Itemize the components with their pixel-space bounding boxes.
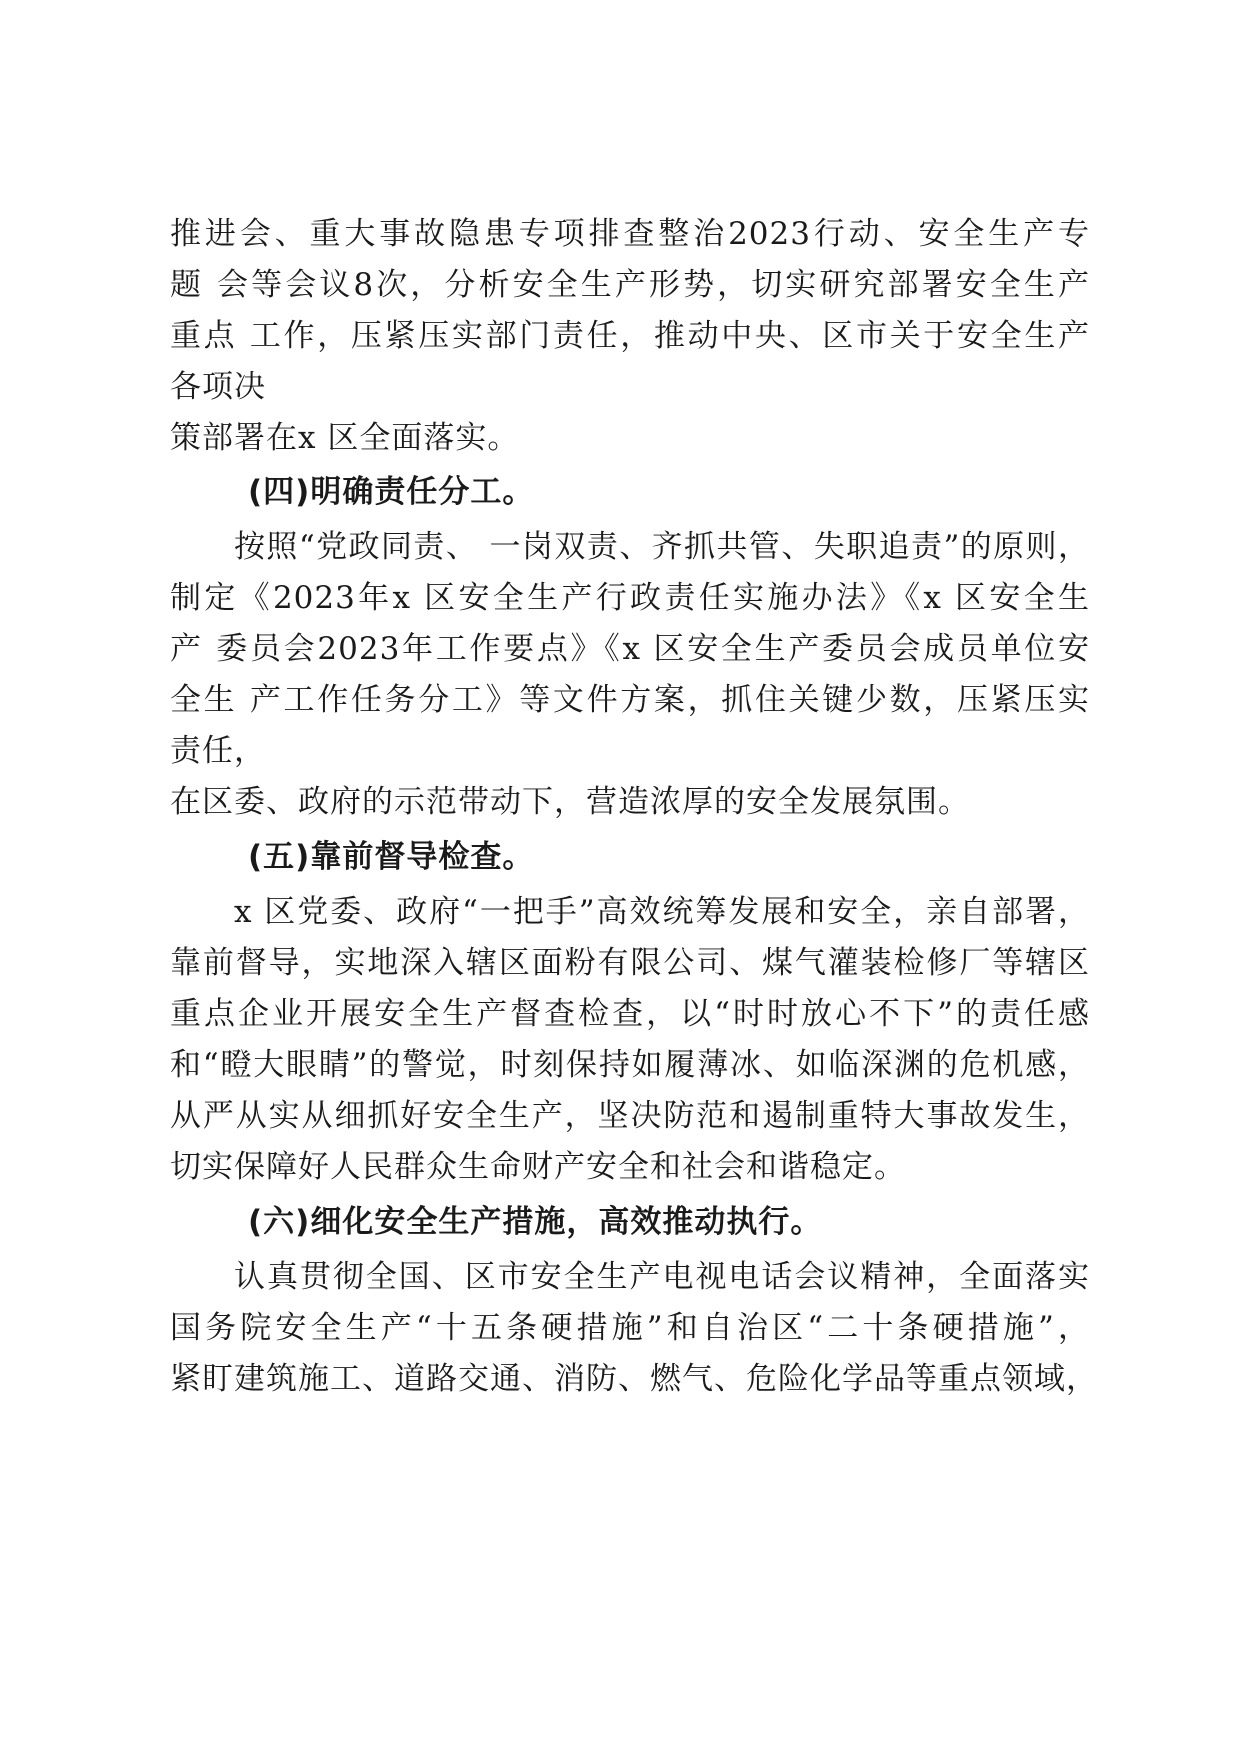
body-line: 从严从实从细抓好安全生产，坚决防范和遏制重特大事故发生， — [170, 1098, 1090, 1134]
body-line: 重点 工作，压紧压实部门责任，推动中央、区市关于安全生产 — [170, 318, 1090, 354]
section-heading-5: (五)靠前督导检查。 — [248, 839, 535, 875]
body-line: 国务院安全生产“十五条硬措施”和自治区“二十条硬措施”， — [170, 1310, 1090, 1346]
section-heading-6: (六)细化安全生产措施，高效推动执行。 — [248, 1204, 823, 1240]
body-line: 制定《2023年x 区安全生产行政责任实施办法》《x 区安全生 — [170, 580, 1090, 616]
body-line: 策部署在x 区全面落实。 — [170, 420, 520, 456]
body-line: 重点企业开展安全生产督查检查，以“时时放心不下”的责任感 — [170, 996, 1090, 1032]
body-line: 责任， — [170, 733, 266, 769]
body-line: 在区委、政府的示范带动下，营造浓厚的安全发展氛围。 — [170, 784, 970, 820]
body-line: 推进会、重大事故隐患专项排查整治2023行动、安全生产专 — [170, 216, 1090, 252]
body-line: 按照“党政同责、 一岗双责、齐抓共管、失职追责”的原则， — [234, 529, 1090, 565]
body-line: 紧盯建筑施工、道路交通、消防、燃气、危险化学品等重点领域， — [170, 1361, 1098, 1397]
body-line: 全生 产工作任务分工》等文件方案，抓住关键少数，压紧压实 — [170, 682, 1090, 718]
body-line: 认真贯彻全国、区市安全生产电视电话会议精神，全面落实 — [234, 1259, 1090, 1295]
body-line: x 区党委、政府“一把手”高效统筹发展和安全，亲自部署， — [234, 894, 1090, 930]
body-line: 产 委员会2023年工作要点》《x 区安全生产委员会成员单位安 — [170, 631, 1090, 667]
body-line: 题 会等会议8次，分析安全生产形势，切实研究部署安全生产 — [170, 267, 1090, 303]
body-line: 靠前督导，实地深入辖区面粉有限公司、煤气灌装检修厂等辖区 — [170, 945, 1090, 981]
body-line: 和“瞪大眼睛”的警觉，时刻保持如履薄冰、如临深渊的危机感， — [170, 1047, 1090, 1083]
body-line: 切实保障好人民群众生命财产安全和社会和谐稳定。 — [170, 1149, 906, 1185]
body-line: 各项决 — [170, 369, 266, 405]
section-heading-4: (四)明确责任分工。 — [248, 474, 535, 510]
